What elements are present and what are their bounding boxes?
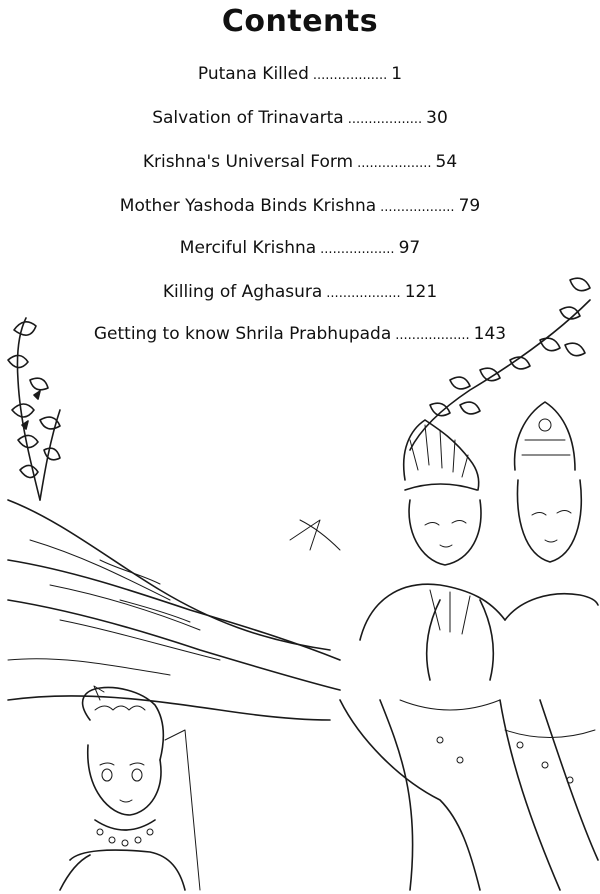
entry-title: Merciful Krishna: [179, 238, 317, 258]
entry-page: 54: [435, 152, 458, 172]
leader-dots: ..................: [320, 242, 395, 257]
leader-dots: ..................: [357, 156, 432, 171]
entry-title: Krishna's Universal Form: [142, 152, 354, 172]
leader-dots: ..................: [312, 68, 388, 83]
right-foliage: [290, 278, 590, 550]
deity-figures: [340, 402, 598, 890]
entry-page: 143: [473, 324, 507, 344]
toc-entry[interactable]: [0, 152, 600, 172]
page-title: Contents: [221, 4, 379, 39]
entry-page: 79: [458, 196, 481, 216]
entry-page: 97: [398, 238, 421, 258]
toc-entry[interactable]: [0, 238, 600, 258]
leader-dots: ..................: [326, 286, 401, 301]
leader-dots: ..................: [380, 200, 455, 215]
entry-title: Mother Yashoda Binds Krishna: [119, 196, 377, 216]
left-flowering-branch: [8, 318, 60, 500]
entry-title: Getting to know Shrila Prabhupada: [93, 324, 392, 344]
toc-entry[interactable]: [0, 282, 600, 302]
entry-page: 1: [391, 64, 403, 84]
toc-entry[interactable]: [0, 196, 600, 216]
child-figure: [60, 686, 200, 890]
toc-entry[interactable]: [0, 324, 600, 344]
leader-dots: ..................: [347, 112, 423, 127]
entry-title: Killing of Aghasura: [162, 282, 323, 302]
entry-page: 30: [426, 108, 448, 128]
leader-dots: ..................: [395, 328, 470, 343]
tree-trunk: [8, 500, 340, 720]
toc-entry[interactable]: [0, 108, 600, 128]
entry-title: Putana Killed: [197, 64, 309, 84]
toc-entry[interactable]: [0, 64, 600, 84]
entry-page: 121: [404, 282, 438, 302]
entry-title: Salvation of Trinavarta: [152, 108, 344, 128]
